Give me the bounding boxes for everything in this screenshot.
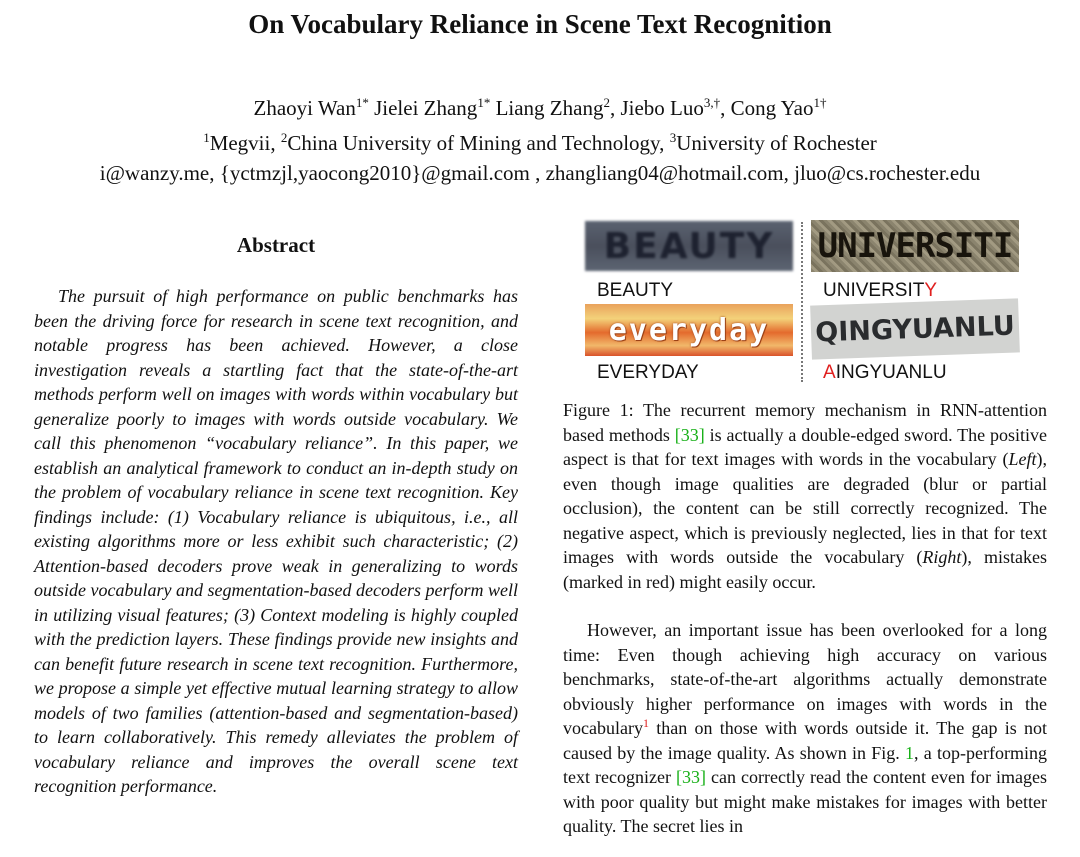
everyday-image: everyday	[585, 304, 793, 356]
caption-right: Right	[922, 547, 962, 567]
author-mark: *	[483, 95, 491, 110]
abstract-heading: Abstract	[236, 233, 316, 257]
label-university-prefix: UNIVERSIT	[823, 280, 925, 301]
affiliation-sup: 3	[669, 130, 677, 145]
figure-caption	[563, 398, 1047, 594]
left-column	[34, 230, 518, 799]
citation-link[interactable]: [33]	[675, 767, 706, 787]
author-sup: 3,†	[703, 95, 721, 110]
caption-text: is actually a double-edged sword. The positive aspect is that for text images with words in the vocabulary (	[563, 424, 1047, 469]
affiliations	[0, 123, 1080, 158]
author-sup: 1†	[813, 95, 827, 110]
caption-text: Figure 1: The recurrent memory mechanism in RNN-attention based methods	[563, 400, 1047, 445]
author-name: Cong Yao	[730, 96, 814, 120]
right-column	[563, 218, 1047, 857]
caption-text: ), even though image qualities are degraded (blur or partial occlusion), the content can be still correctly recognized. The negative aspect, which is previously neglected, lies in that for text images with words outside the vocabulary (	[563, 449, 1047, 567]
caption-text: ), mistakes (marked in red) might easily occur.	[563, 547, 1047, 592]
body-text: than on those with words outside it. The gap is not caused by the image quality. As shown in Fig.	[563, 718, 1047, 763]
citation-link[interactable]: [33]	[674, 424, 705, 445]
affiliation-sup: 2	[280, 130, 288, 145]
author-names	[0, 88, 1080, 123]
figure-divider	[801, 222, 803, 382]
affiliation: Megvii,	[209, 131, 281, 155]
body-text: However, an important issue has been overlooked for a long time: Even though achieving high accuracy on various benchmarks, state-of-the-art algorithms actually demonstrate obviously higher performance on images with words in the vocabulary	[563, 620, 1047, 738]
author-name: Liang Zhang	[495, 96, 604, 120]
author-mark: *	[362, 95, 369, 110]
label-university	[823, 280, 937, 302]
affiliation: China University of Mining and Technology,	[287, 131, 670, 155]
university-image: UNIVERSITI	[811, 220, 1019, 272]
author-name: Jielei Zhang	[374, 96, 478, 120]
footnote-link[interactable]: 1	[642, 716, 649, 730]
figure-ref-link[interactable]: 1	[905, 742, 915, 763]
label-everyday: EVERYDAY	[597, 362, 699, 383]
authors-block	[0, 88, 1080, 188]
author-sup: 1	[477, 95, 484, 110]
label-university-error: Y	[924, 280, 938, 301]
label-aingyuanlu	[823, 362, 947, 384]
caption-left: Left	[1008, 449, 1037, 469]
author-name: Zhaoyi Wan	[253, 96, 356, 120]
label-aingyuanlu-error: A	[823, 362, 836, 383]
label-aingyuanlu-rest: INGYUANLU	[835, 362, 947, 383]
abstract-text: The pursuit of high performance on public benchmarks has been the driving force for research in scene text recognition, and notable progress has been achieved. However, a close investigation reveals a startling fact that the state-of-the-art methods perform well on images with words within vocabulary but generalize poorly to images with words outside vocabulary. We call this phenomenon “vocabulary reliance”. In this paper, we establish an analytical framework to conduct an in-depth study on the problem of vocabulary reliance in scene text recognition. Key findings include: (1) Vocabulary reliance is ubiquitous, i.e., all existing algorithms more or less exhibit such characteristic; (2) Attention-based decoders prove weak in generalizing to words outside vocabulary and segmentation-based decoders perform well in utilizing visual features; (3) Context modeling is highly coupled with the prediction layers. These findings provide new insights and can benefit future research in scene text recognition. Furthermore, we propose a simple yet effective mutual learning strategy to allow models of two families (attention-based and segmentation-based) to learn collaboratively. This remedy alleviates the problem of vocabulary reliance and improves the overall scene text recognition performance.	[34, 286, 518, 796]
author-name: Jiebo Luo	[620, 96, 704, 120]
author-sup: 2	[603, 95, 610, 110]
body-text: can correctly read the content even for images with poor quality but might make mistakes for images with better quality. The secret lies in	[563, 767, 1047, 836]
figure-1	[563, 218, 1047, 386]
body-paragraph	[563, 618, 1047, 839]
author-sep: ,	[609, 96, 621, 120]
beauty-image: BEAUTY	[585, 221, 793, 271]
affiliation-sup: 1	[203, 130, 210, 145]
paper-title: On Vocabulary Reliance in Scene Text Recognition	[248, 9, 832, 39]
label-beauty: BEAUTY	[597, 280, 674, 301]
qingyuanlu-image: QINGYUANLU	[810, 298, 1020, 359]
author-emails: i@wanzy.me, {yctmzjl,yaocong2010}@gmail.com , zhangliang04@hotmail.com, jluo@cs.rochester.edu	[99, 161, 981, 185]
author-sup: 1	[355, 95, 363, 110]
author-sep: ,	[720, 96, 731, 120]
body-text: , a top-performing text recognizer	[563, 742, 1047, 787]
affiliation: University of Rochester	[676, 131, 877, 155]
